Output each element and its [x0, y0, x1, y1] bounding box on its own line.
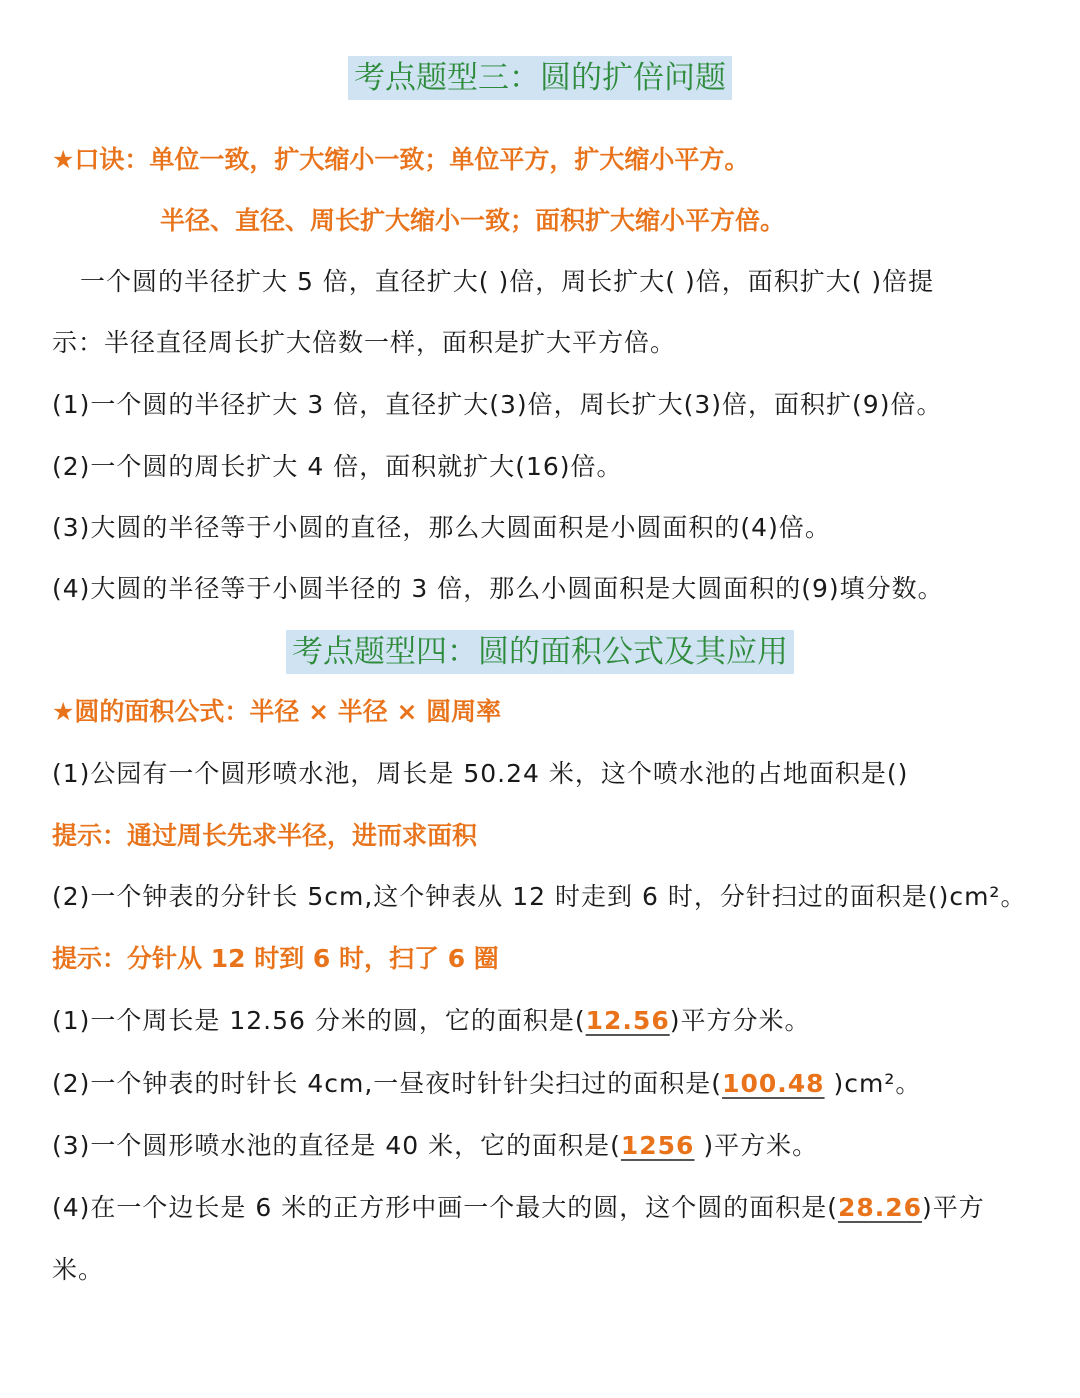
practice-1-answer: 12.56 [585, 1006, 670, 1035]
section3-title: 考点题型三：圆的扩倍问题 [348, 56, 732, 100]
section4-title: 考点题型四：圆的面积公式及其应用 [286, 630, 794, 674]
section3-item-3: (3)大圆的半径等于小圆的直径，那么大圆面积是小圆面积的(4)倍。 [52, 513, 831, 542]
practice-2-suffix: )cm²。 [824, 1069, 922, 1098]
section4-hint-2: 提示：分针从 12 时到 6 时，扫了 6 圈 [52, 944, 499, 973]
section4-heading [0, 626, 1080, 671]
practice-1-text: (1)一个周长是 12.56 分米的圆，它的面积是( [52, 1006, 586, 1035]
practice-1-suffix: )平方分米。 [669, 1006, 811, 1035]
section3-heading [0, 52, 1080, 97]
section4-practice-3 [52, 1126, 818, 1162]
section4-practice-2 [52, 1064, 921, 1100]
section4-question-2: (2)一个钟表的分针长 5cm,这个钟表从 12 时走到 6 时，分针扫过的面积是()cm²。 [52, 882, 1027, 911]
practice-4-answer: 28.26 [837, 1193, 923, 1222]
section4-practice-4 [52, 1188, 985, 1224]
practice-2-answer: 100.48 [722, 1069, 825, 1098]
practice-3-suffix: )平方米。 [694, 1131, 819, 1160]
practice-3-answer: 1256 [620, 1131, 695, 1160]
practice-2-text: (2)一个钟表的时针长 4cm,一昼夜时针针尖扫过的面积是( [52, 1069, 723, 1098]
section4-practice-1 [52, 1001, 810, 1037]
section3-rule-2: 半径、直径、周长扩大缩小一致；面积扩大缩小平方倍。 [160, 206, 786, 235]
section3-item-2: (2)一个圆的周长扩大 4 倍，面积就扩大(16)倍。 [52, 452, 623, 481]
section4-practice-4-cont: 米。 [52, 1255, 105, 1284]
practice-4-suffix: )平方 [922, 1193, 985, 1222]
section3-item-1: (1)一个圆的半径扩大 3 倍，直径扩大(3)倍，周长扩大(3)倍，面积扩(9)倍。 [52, 390, 943, 419]
section4-hint-1: 提示：通过周长先求半径，进而求面积 [52, 821, 478, 850]
section3-item-4: (4)大圆的半径等于小圆半径的 3 倍，那么小圆面积是大圆面积的(9)填分数。 [52, 574, 944, 603]
section3-question-intro: 一个圆的半径扩大 5 倍，直径扩大( )倍，周长扩大( )倍，面积扩大( )倍提 [80, 267, 935, 296]
section3-question-intro-cont: 示：半径直径周长扩大倍数一样，面积是扩大平方倍。 [52, 328, 677, 357]
section3-rule-1: ★口诀：单位一致，扩大缩小一致；单位平方，扩大缩小平方。 [52, 145, 750, 174]
section4-question-1: (1)公园有一个圆形喷水池，周长是 50.24 米，这个喷水池的占地面积是() [52, 759, 909, 788]
section4-formula: ★圆的面积公式：半径 × 半径 × 圆周率 [52, 697, 502, 726]
practice-3-text: (3)一个圆形喷水池的直径是 40 米，它的面积是( [52, 1131, 621, 1160]
practice-4-text: (4)在一个边长是 6 米的正方形中画一个最大的圆，这个圆的面积是( [52, 1193, 838, 1222]
